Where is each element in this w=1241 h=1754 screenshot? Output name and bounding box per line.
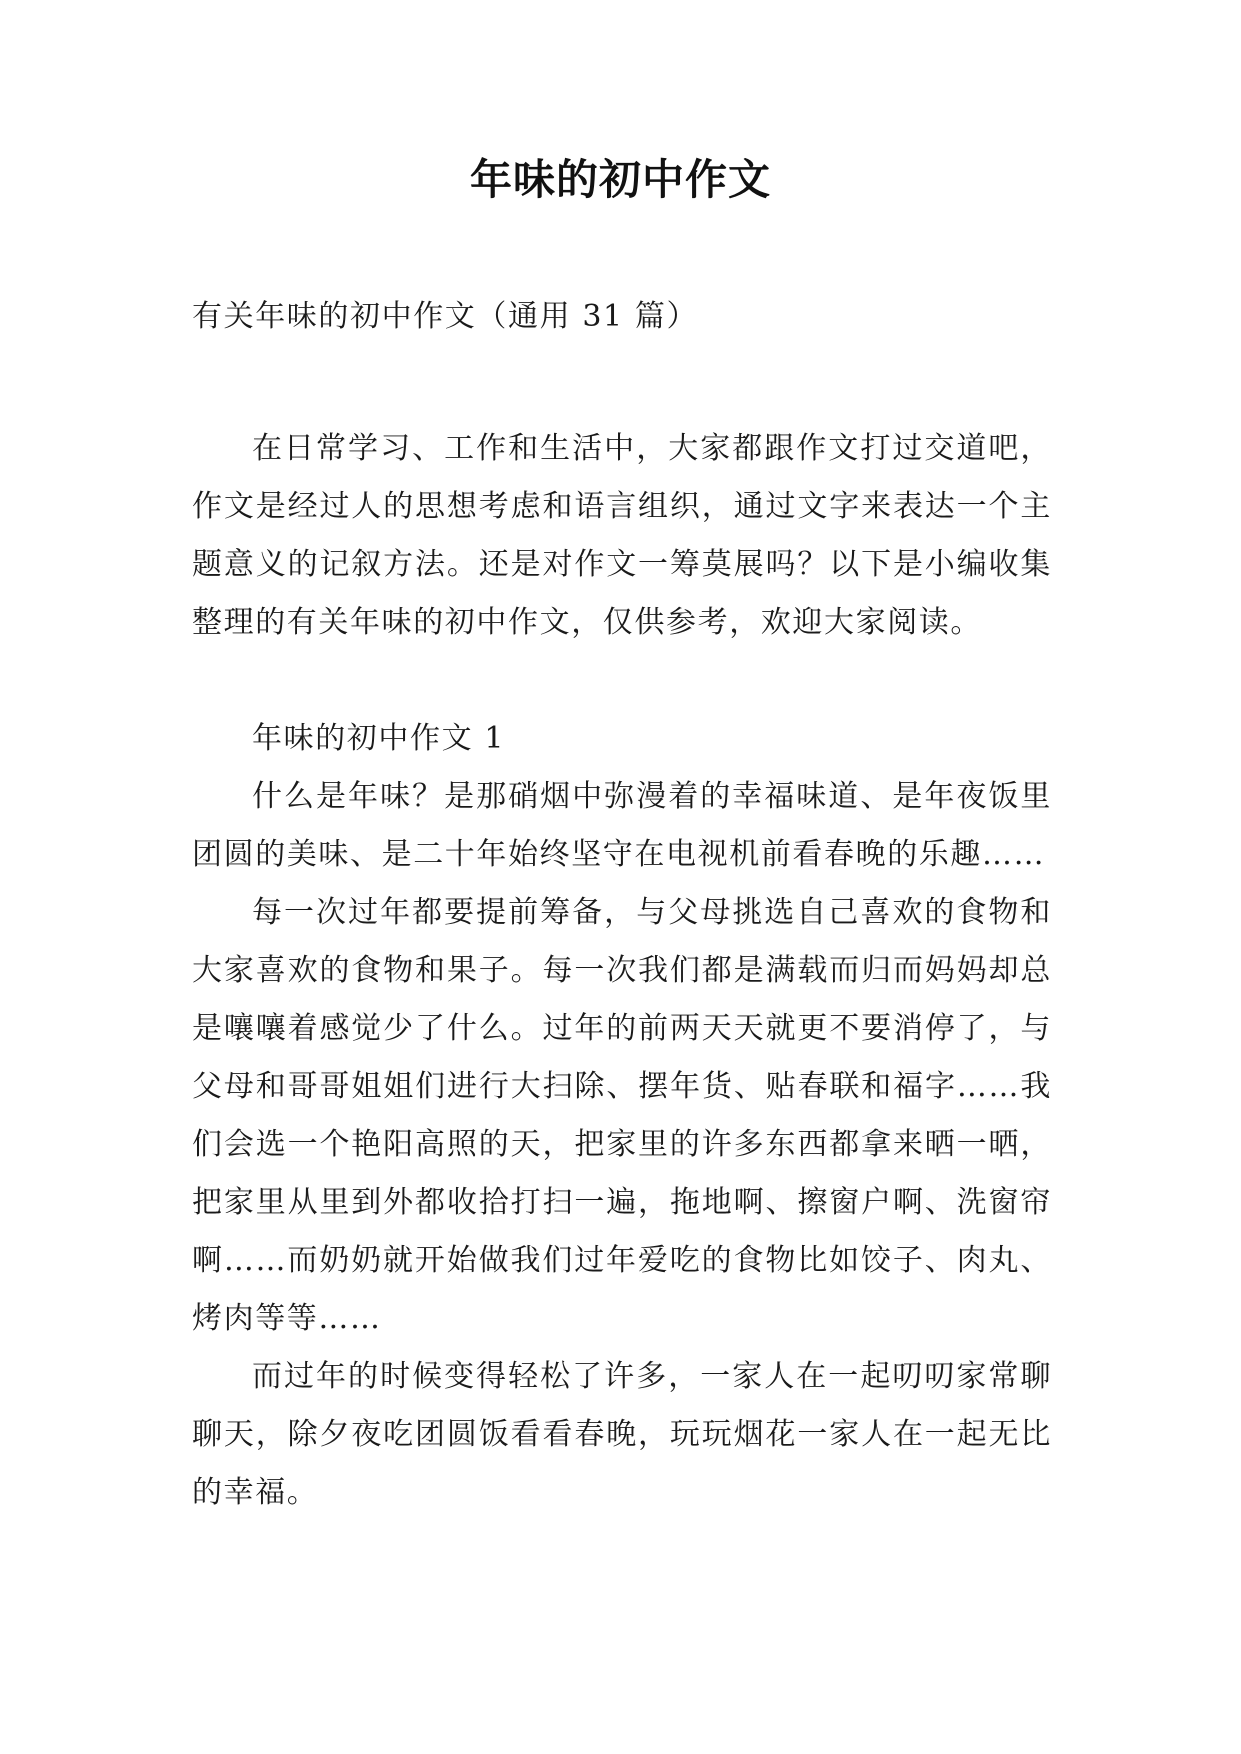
document-title: 年味的初中作文 [469, 155, 771, 204]
document-subtitle: 有关年味的初中作文（通用 31 篇） [192, 299, 699, 334]
intro-paragraph: 在日常学习、工作和生活中，大家都跟作文打过交道吧，作文是经过人的思想考虑和语言组织，通过文字来表达一个主题意义的记叙方法。还是对作文一筹莫展吗？以下是小编收集整理的有关年味的初中作文，仅供参考，欢迎大家阅读。 [192, 431, 1052, 640]
essay-paragraph-1: 什么是年味？是那硝烟中弥漫着的幸福味道、是年夜饭里团圆的美味、是二十年始终坚守在电视机前看春晚的乐趣…… [192, 779, 1052, 872]
document-body [192, 288, 1052, 1522]
essay-paragraph-3: 而过年的时候变得轻松了许多，一家人在一起叨叨家常聊聊天，除夕夜吃团圆饭看看春晚，玩玩烟花一家人在一起无比的幸福。 [192, 1359, 1052, 1510]
essay-paragraph-2: 每一次过年都要提前筹备，与父母挑选自己喜欢的食物和大家喜欢的食物和果子。每一次我们都是满载而归而妈妈却总是嚷嚷着感觉少了什么。过年的前两天天就更不要消停了，与父母和哥哥姐姐们进行大扫除、摆年货、贴春联和福字……我们会选一个艳阳高照的天，把家里的许多东西都拿来晒一晒，把家里从里到外都收拾打扫一遍，拖地啊、擦窗户啊、洗窗帘啊……而奶奶就开始做我们过年爱吃的食物比如饺子、肉丸、烤肉等等…… [192, 895, 1052, 1336]
essay-heading: 年味的初中作文 1 [252, 721, 506, 756]
